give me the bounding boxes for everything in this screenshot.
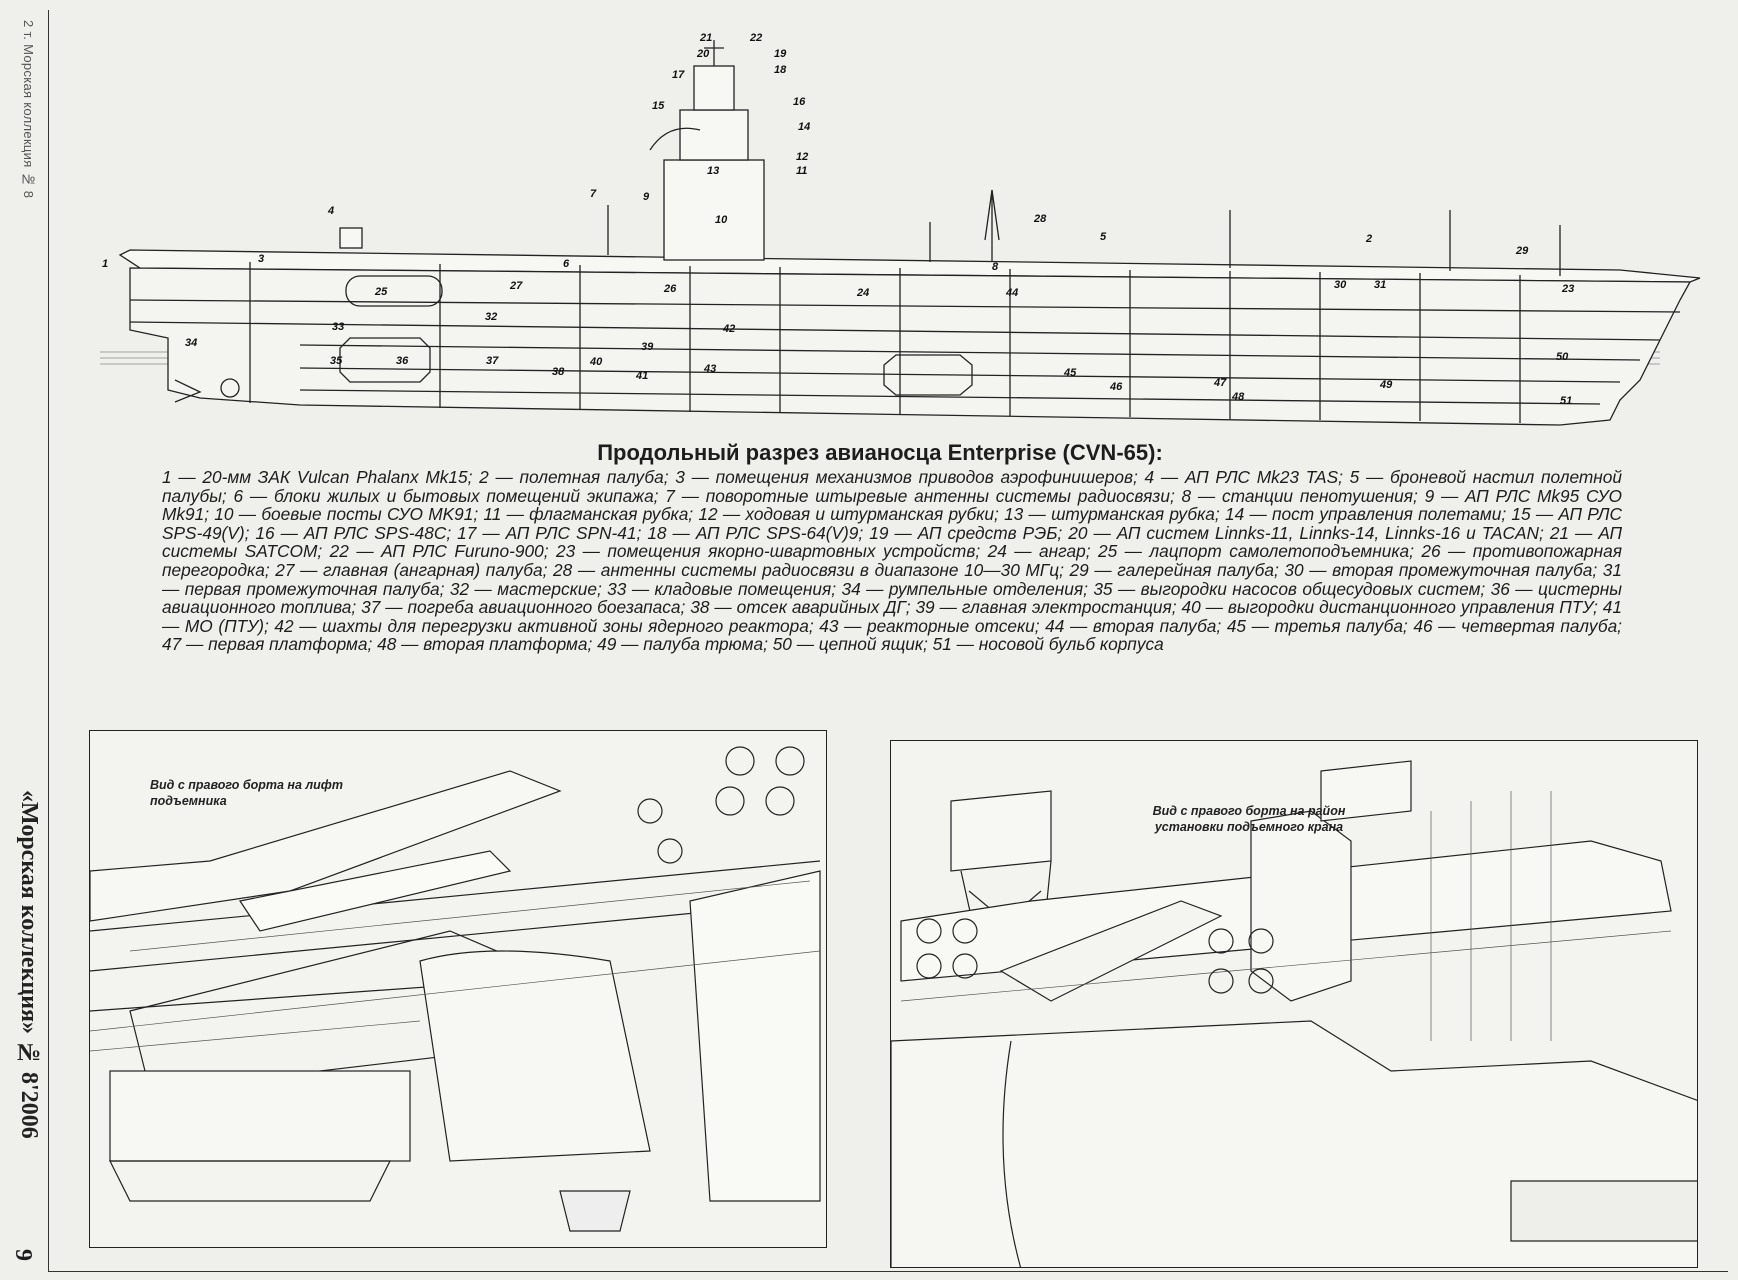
callout-label-29: 29 [1516, 245, 1529, 257]
callout-label-8: 8 [992, 261, 999, 273]
callout-label-43: 43 [704, 363, 717, 375]
callout-label-15: 15 [652, 100, 665, 112]
callout-label-30: 30 [1334, 279, 1347, 291]
callout-label-3: 3 [258, 253, 265, 265]
callout-label-39: 39 [641, 341, 654, 353]
callout-label-46: 46 [1110, 381, 1123, 393]
callout-label-45: 45 [1064, 367, 1077, 379]
callout-label-12: 12 [796, 151, 809, 163]
margin-note: 2 т. Морская коллекция № 8 [21, 20, 36, 199]
callout-label-50: 50 [1556, 351, 1569, 363]
callout-label-21: 21 [700, 32, 713, 44]
hull [130, 268, 1690, 425]
callout-label-2: 2 [1366, 233, 1373, 245]
callout-label-33: 33 [332, 321, 345, 333]
callout-label-20: 20 [697, 48, 710, 60]
callout-label-25: 25 [375, 286, 388, 298]
right-detail-panel [890, 740, 1698, 1268]
callout-label-51: 51 [1560, 395, 1573, 407]
left-detail-panel [89, 730, 827, 1248]
callout-label-11: 11 [796, 165, 808, 177]
callout-label-35: 35 [330, 355, 343, 367]
callout-label-37: 37 [486, 355, 499, 367]
page-number: 9 [10, 1249, 36, 1261]
callout-label-28: 28 [1034, 213, 1047, 225]
callout-label-34: 34 [185, 337, 198, 349]
callout-label-22: 22 [750, 32, 763, 44]
figure-title: Продольный разрез авианосца Enterprise (CVN-65): [597, 440, 1163, 465]
callout-label-27: 27 [510, 280, 523, 292]
callout-label-7: 7 [590, 188, 597, 200]
callout-label-4: 4 [328, 205, 335, 217]
callout-label-49: 49 [1380, 379, 1393, 391]
callout-label-19: 19 [774, 48, 787, 60]
callout-label-41: 41 [636, 370, 649, 382]
callout-label-40: 40 [590, 356, 603, 368]
callout-label-13: 13 [707, 165, 720, 177]
callout-label-44: 44 [1006, 287, 1019, 299]
callout-label-10: 10 [715, 214, 728, 226]
callout-label-42: 42 [723, 323, 736, 335]
callout-label-1: 1 [102, 258, 109, 270]
figure-legend: 1 — 20-мм ЗАК Vulcan Phalanx Mk15; 2 — полетная палуба; 3 — помещения механизмов приводов аэрофинишеров; 4 — АП РЛС Mk23 TAS; 5 — броневой настил полетной палубы; 6 — блоки жилых и бытовых помещений экипажа; 7 — поворотные штыревые антенны системы радиосвязи; 8 — станции пенотушения; 9 — АП РЛС Mk95 СУО Mk91; 10 — боевые посты СУО MK91; 11 — флагманская рубка; 12 — ходовая и штурманская рубки; 13 — штурманская рубка; 14 — пост управления полетами; 15 — АП РЛС SPS-49(V); 16 — АП РЛС SPS-48C; 17 — АП РЛС SPN-41; 18 — АП РЛС SPS-64(V)9; 19 — АП средств РЭБ; 20 — АП систем Linnks-11, Linnks-14, Linnks-16 и TACAN; 21 — АП системы SATCOM; 22 — АП РЛС Furuno-900; 23 — помещения якорно-швартовных устройств; 24 — ангар; 25 — лацпорт самолетоподъемника; 26 — противопожарная перегородка; 27 — главная (ангарная) палуба; 28 — антенны системы радиосвязи в диапазоне 10—30 МГц; 29 — галерейная палуба; 30 — вторая промежуточная палуба; 31 — первая промежуточная палуба; 32 — мастерские; 33 — кладовые помещения; 34 — румпельные отделения; 35 — выгородки насосов общесудовых систем; 36 — цистерны авиационного топлива; 37 — погреба авиационного боезапаса; 38 — отсек аварийных ДГ; 39 — главная электростанция; 40 — выгородки дистанционного управления ПТУ; 41 — МО (ПТУ); 42 — шахты для перегрузки активной зоны ядерного реактора; 43 — реакторные отсеки; 44 — вторая палуба; 45 — третья палуба; 46 — четвертая палуба; 47 — первая платформа; 48 — вторая платформа; 49 — палуба трюма; 50 — цепной ящик; 51 — носовой бульб корпуса [162, 467, 1622, 655]
journal-title: «Морская коллекция» № 8'2006 [16, 790, 42, 1139]
callout-label-17: 17 [672, 69, 685, 81]
callout-label-6: 6 [563, 258, 570, 270]
callout-label-5: 5 [1100, 231, 1107, 243]
callout-label-38: 38 [552, 366, 565, 378]
callout-label-23: 23 [1562, 283, 1575, 295]
callout-label-9: 9 [643, 191, 650, 203]
callout-label-31: 31 [1374, 279, 1387, 291]
callout-label-16: 16 [793, 96, 806, 108]
callout-label-48: 48 [1232, 391, 1245, 403]
callout-label-18: 18 [774, 64, 787, 76]
right-panel-caption: Вид с правого борта на район установки подъемного крана [1152, 804, 1346, 834]
callout-label-32: 32 [485, 311, 498, 323]
left-panel-caption: Вид с правого борта на лифт подъемника [150, 778, 343, 808]
callout-label-14: 14 [798, 121, 811, 133]
callout-label-36: 36 [396, 355, 409, 367]
callout-label-26: 26 [664, 283, 677, 295]
ship-section-drawing [0, 0, 1738, 440]
callout-label-47: 47 [1214, 377, 1227, 389]
callout-label-24: 24 [857, 287, 870, 299]
